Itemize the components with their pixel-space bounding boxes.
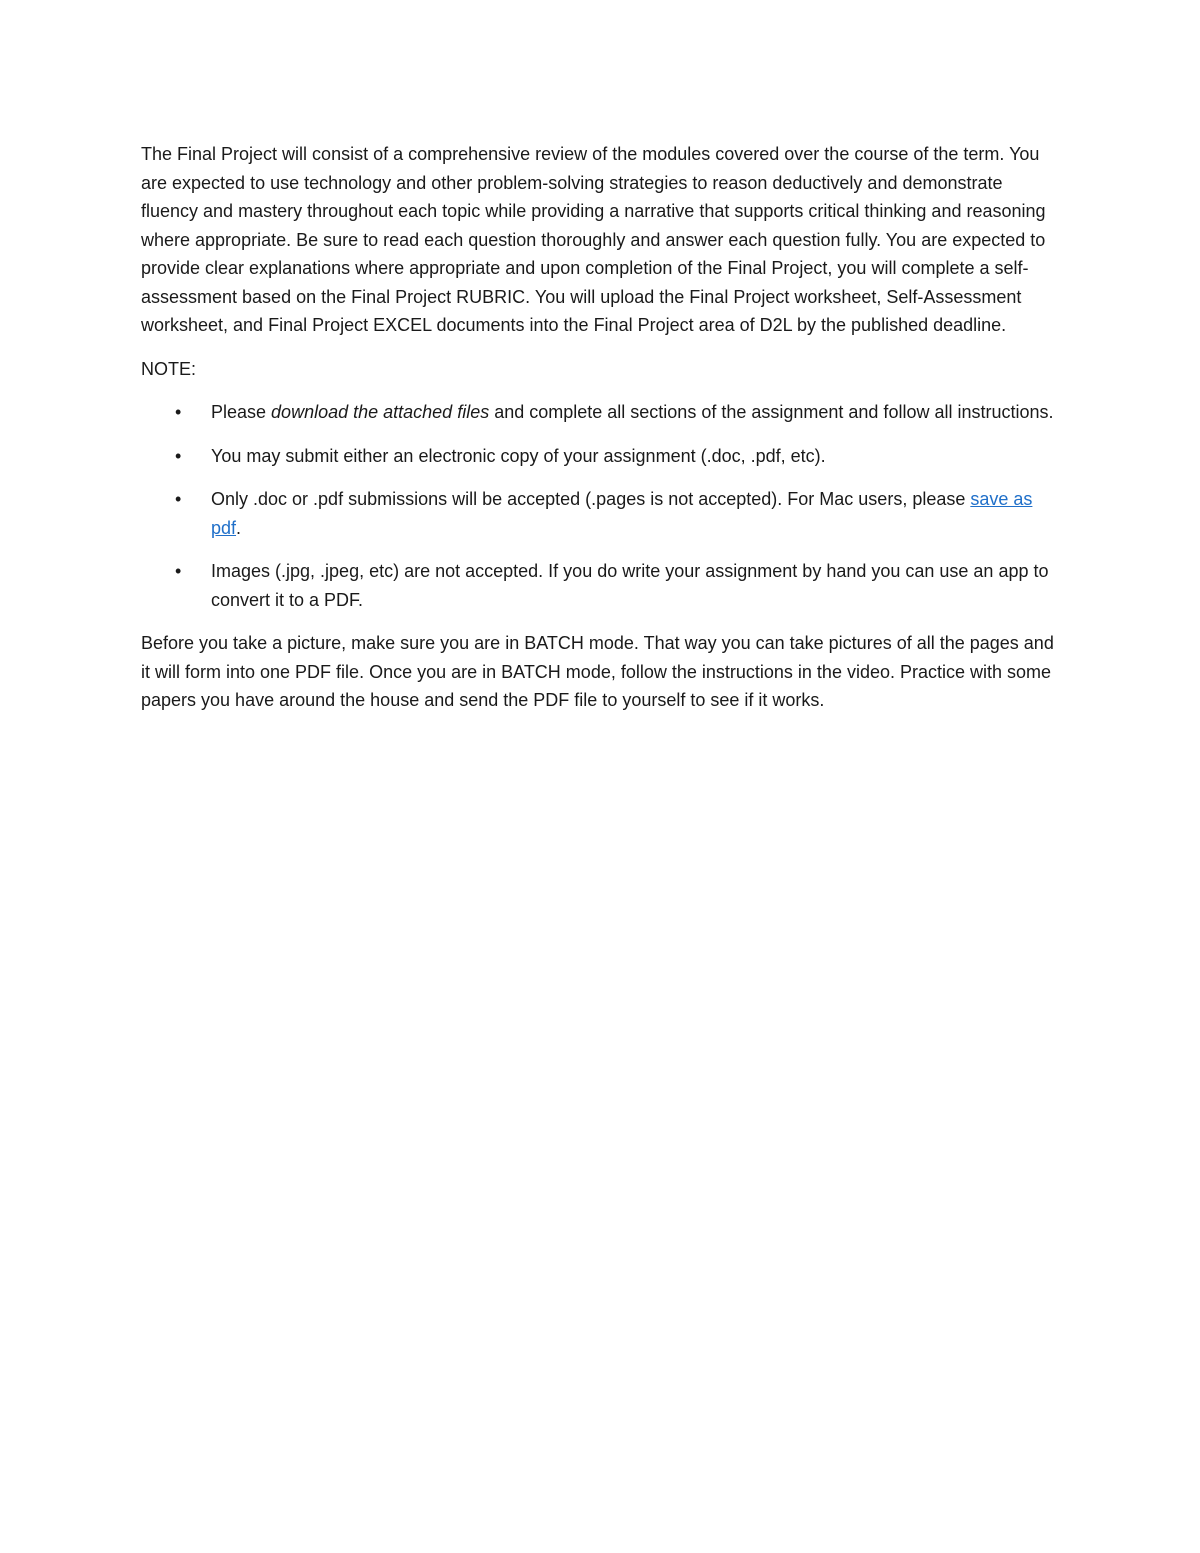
bullet-icon: • <box>175 445 182 466</box>
note-label: NOTE: <box>141 358 197 379</box>
submit-text: You may submit either an electronic copy of your assignment (.doc, .pdf, etc). <box>211 445 826 466</box>
list-item-formats <box>141 485 1061 542</box>
intro-paragraph: The Final Project will consist of a comprehensive review of the modules covered over the course of the term. You are expected to use technology and other problem-solving strategies to reason deductively and demonstrate fluency and mastery throughout each topic while providing a narrative that supports critical thinking and reasoning where appropriate. Be sure to read each question thoroughly and answer each question fully. You are expected to provide clear explanations where appropriate and upon completion of the Final Project, you will complete a self-assessment based on the Final Project RUBRIC. You will upload the Final Project worksheet, Self-Assessment worksheet, and Final Project EXCEL documents into the Final Project area of D2L by the published deadline. <box>141 144 1046 335</box>
note-list <box>141 398 1061 614</box>
download-emphasis: download the attached files <box>271 402 490 422</box>
list-item-submit <box>141 442 1061 471</box>
images-text: Images (.jpg, .jpeg, etc) are not accepted. If you do write your assignment by hand you can use an app to convert it to a PDF. <box>211 561 1049 610</box>
bullet-icon: • <box>175 489 182 509</box>
list-item-images <box>141 557 1061 614</box>
formats-suffix: . <box>236 517 242 538</box>
save-as-pdf-link[interactable]: save as pdf <box>211 489 1033 538</box>
bullet-icon: • <box>175 561 182 581</box>
closing-paragraph: Before you take a picture, make sure you are in BATCH mode. That way you can take pictures of all the pages and it will form into one PDF file. Once you are in BATCH mode, follow the instructions in the video. Practice with some papers you have around the house and send the PDF file to yourself to see if it works. <box>141 633 1054 710</box>
formats-prefix: Only .doc or .pdf submissions will be accepted (.pages is not accepted). For Mac users, please <box>211 489 971 509</box>
list-item-download <box>141 398 1061 427</box>
document-body <box>141 140 1061 715</box>
bullet-icon: • <box>175 402 182 422</box>
download-suffix: and complete all sections of the assignment and follow all instructions. <box>489 402 1054 422</box>
download-prefix: Please <box>211 402 272 422</box>
